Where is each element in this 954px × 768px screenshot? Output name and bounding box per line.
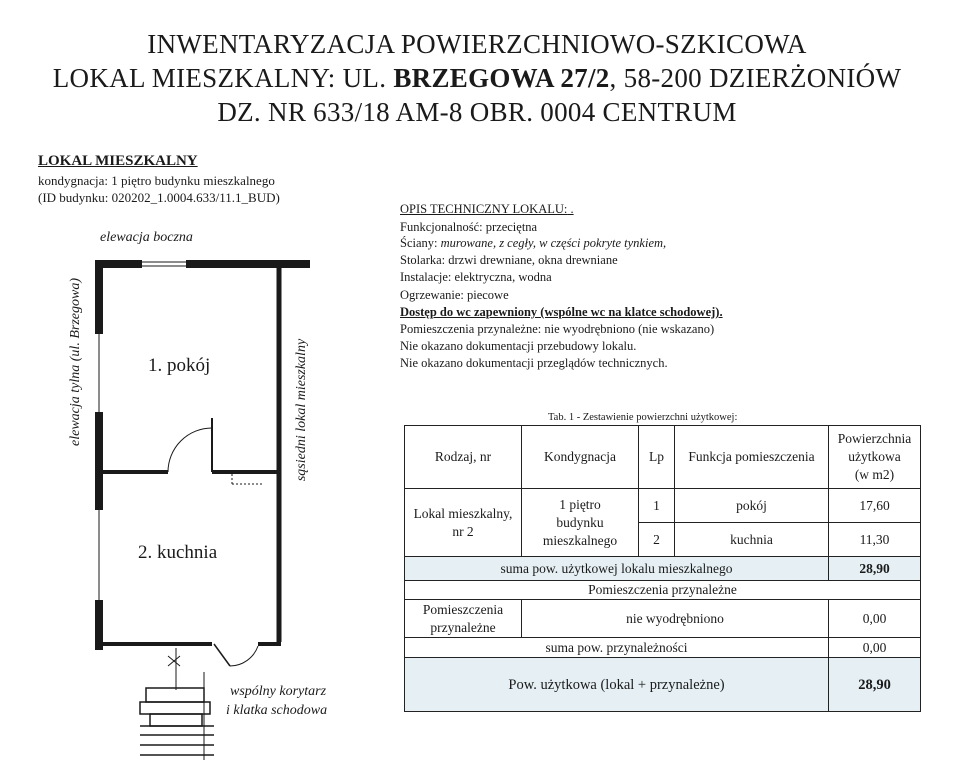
suma-lokalu-value: 28,90 — [829, 557, 921, 581]
table-row-suma-lokalu — [405, 557, 921, 581]
table-header-row — [405, 426, 921, 489]
opis-funkcjonalnosc: Funkcjonalność: przeciętna — [400, 220, 538, 234]
opis-stolarka: Stolarka: drzwi drewniane, okna drewniane — [400, 253, 618, 267]
room-pokoj: 1. pokój — [148, 355, 211, 376]
cell-rodzaj: Lokal mieszkalny, nr 2 — [405, 489, 522, 557]
suma-lokalu-label: suma pow. użytkowej lokalu mieszkalnego — [405, 557, 829, 581]
opis-instalacje: Instalacje: elektryczna, wodna — [400, 270, 552, 284]
lokal-building-id: (ID budynku: 020202_1.0004.633/11.1_BUD) — [38, 190, 280, 205]
suma-przynaleznosci-value: 0,00 — [829, 638, 921, 658]
total-value: 28,90 — [829, 658, 921, 712]
cell-lp: 2 — [639, 523, 675, 557]
header-lp: Lp — [639, 426, 675, 489]
cell-pow: 17,60 — [829, 489, 921, 523]
lokal-kondygnacja: kondygnacja: 1 piętro budynku mieszkalnego — [38, 173, 275, 188]
cell-kondygnacja: 1 piętro budynku mieszkalnego — [522, 489, 639, 557]
header-kondygnacja: Kondygnacja — [522, 426, 639, 489]
cell-lp: 1 — [639, 489, 675, 523]
total-label: Pow. użytkowa (lokal + przynależne) — [405, 658, 829, 712]
opis-dostep-wc: Dostęp do wc zapewniony (wspólne wc na klatce schodowej). — [400, 305, 723, 319]
header-rodzaj: Rodzaj, nr — [405, 426, 522, 489]
table-caption: Tab. 1 - Zestawienie powierzchni użytkowej: — [548, 412, 738, 423]
przynalezne-label: Pomieszczenia przynależne — [405, 600, 522, 638]
opis-dokumentacja-przebudowy: Nie okazano dokumentacji przebudowy lokalu. — [400, 339, 637, 353]
opis-title: OPIS TECHNICZNY LOKALU: . — [400, 202, 574, 216]
address-street: BRZEGOWA 27/2 — [393, 63, 610, 93]
table-row-przynalezne-header — [405, 581, 921, 600]
suma-przynaleznosci-label: suma pow. przynależności — [405, 638, 829, 658]
parcel-line: DZ. NR 633/18 AM-8 OBR. 0004 CENTRUM — [217, 97, 737, 127]
document-title: INWENTARYZACJA POWIERZCHNIOWO-SZKICOWA — [147, 29, 807, 59]
label-elewacja-boczna: elewacja boczna — [100, 230, 193, 245]
area-table — [404, 425, 921, 712]
table-row-suma-przynaleznosci — [405, 638, 921, 658]
lokal-title: LOKAL MIESZKALNY — [38, 153, 198, 169]
opis-pomieszczenia: Pomieszczenia przynależne: nie wyodrębniono (nie wskazano) — [400, 322, 715, 336]
label-klatka: i klatka schodowa — [226, 703, 328, 718]
address-line: LOKAL MIESZKALNY: UL. BRZEGOWA 27/2, 58-200 DZIERŻONIÓW — [52, 63, 902, 93]
opis-dokumentacja-przegladow: Nie okazano dokumentacji przeglądów technicznych. — [400, 356, 668, 370]
label-sasiedni-lokal: sąsiedni lokal mieszkalny — [294, 338, 309, 482]
table-row-total — [405, 658, 921, 712]
cell-funkcja: pokój — [675, 489, 829, 523]
cell-pow: 11,30 — [829, 523, 921, 557]
opis-sciany: Ściany: murowane, z cegły, w części pokryte tynkiem, — [400, 236, 667, 250]
header-powierzchnia: Powierzchnia użytkowa (w m2) — [829, 426, 921, 489]
header-funkcja: Funkcja pomieszczenia — [675, 426, 829, 489]
table-row — [405, 489, 921, 523]
cell-funkcja: kuchnia — [675, 523, 829, 557]
room-kuchnia: 2. kuchnia — [138, 542, 218, 563]
przynalezne-pow: 0,00 — [829, 600, 921, 638]
przynalezne-header: Pomieszczenia przynależne — [405, 581, 921, 600]
opis-ogrzewanie: Ogrzewanie: piecowe — [400, 288, 509, 302]
table-row-przynalezne — [405, 600, 921, 638]
przynalezne-value: nie wyodrębniono — [522, 600, 829, 638]
label-elewacja-tylna: elewacja tylna (ul. Brzegowa) — [68, 278, 83, 446]
label-korytarz: wspólny korytarz — [230, 684, 327, 699]
